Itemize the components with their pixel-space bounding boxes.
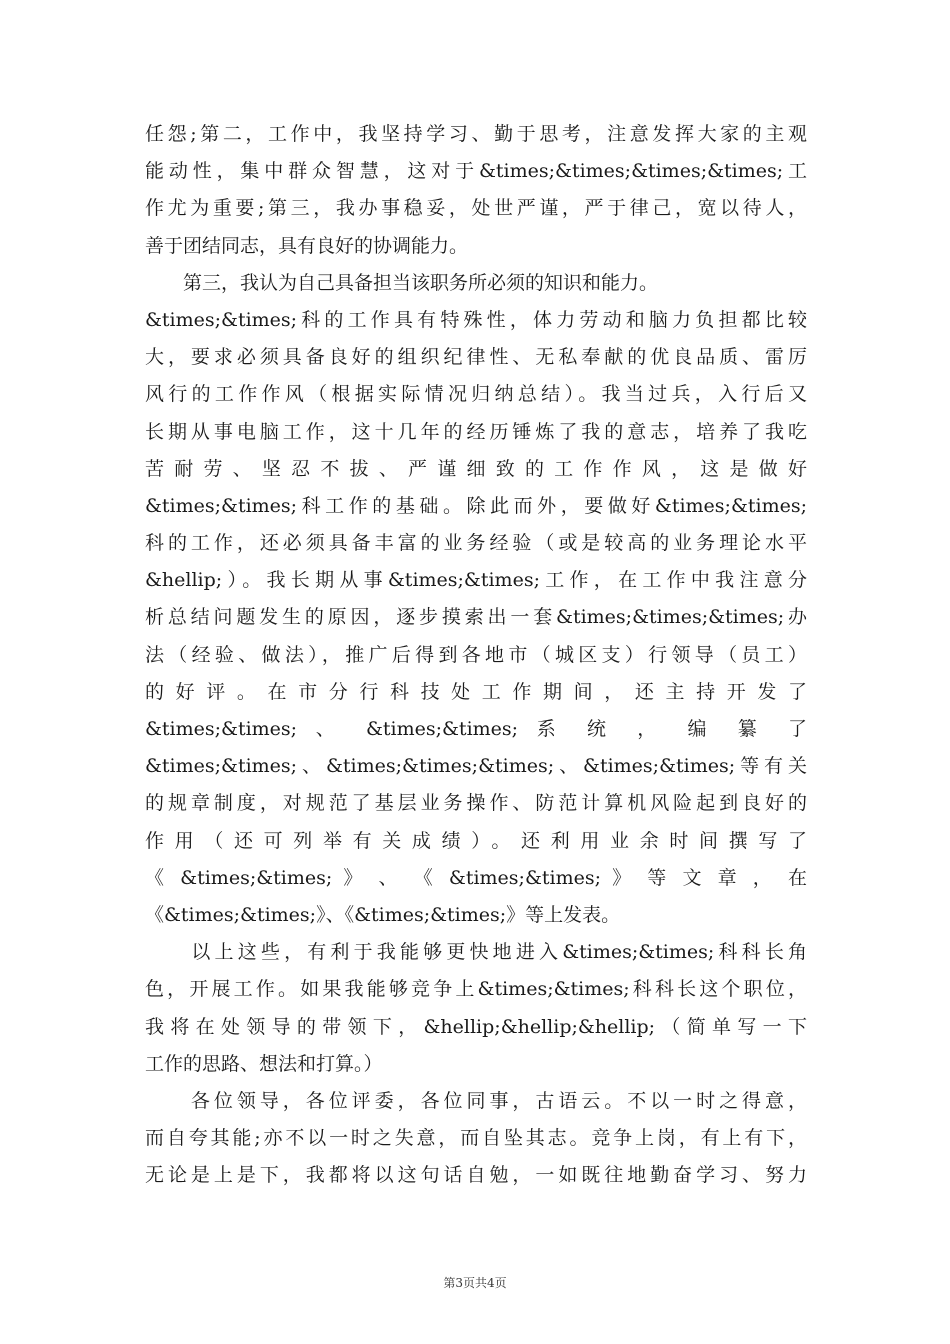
- page-number: 第3页共4页: [443, 1276, 507, 1290]
- text-line: &times;&times;、&times;&times;&times;、&times;&times;等有关: [145, 755, 807, 778]
- text-line: 《 &times;&times; 》 、 《 &times;&times; 》 等 文 章 ， 在: [145, 866, 807, 889]
- text-line: 的好评。在市分行科技处工作期间，还主持开发了: [145, 680, 807, 703]
- text-line: 法（经验、做法），推广后得到各地市（城区支）行领导（员工）: [145, 643, 807, 666]
- text-line: 的规章制度，对规范了基层业务操作、防范计算机风险起到良好的: [145, 792, 807, 815]
- text-line: 大，要求必须具备良好的组织纪律性、无私奉献的优良品质、雷厉: [145, 346, 807, 369]
- document-body: [145, 116, 807, 1194]
- text-line: 科的工作，还必须具备丰富的业务经验（或是较高的业务理论水平: [145, 532, 807, 555]
- text-line: 苦耐劳、坚忍不拔、严谨细致的工作作风，这是做好: [145, 457, 807, 480]
- text-line: 《&times;&times;》、《&times;&times;》等上发表。: [145, 903, 621, 926]
- text-line: 善于团结同志，具有良好的协调能力。: [145, 234, 469, 257]
- text-line: 而自夸其能;亦不以一时之失意，而自坠其志。竞争上岗，有上有下，: [145, 1127, 807, 1150]
- text-line: 无论是上是下，我都将以这句话自勉，一如既往地勤奋学习、努力: [145, 1164, 807, 1187]
- text-line: 我将在处领导的带领下，&hellip;&hellip;&hellip;（简单写一下: [145, 1015, 807, 1038]
- text-line: 能动性，集中群众智慧，这对于&times;&times;&times;&times;工: [145, 160, 807, 183]
- text-line: 作用（还可列举有关成绩）。还利用业余时间撰写了: [145, 829, 807, 852]
- text-line: &times;&times;科的工作具有特殊性，体力劳动和脑力负担都比较: [145, 308, 807, 331]
- text-line: &times;&times; 、 &times;&times; 系 统 ， 编 纂 了: [145, 718, 807, 740]
- text-line: 长期从事电脑工作，这十几年的经历锤炼了我的意志，培养了我吃: [145, 420, 807, 443]
- text-line: 析总结问题发生的原因，逐步摸索出一套&times;&times;&times;办: [145, 606, 807, 629]
- text-line: &hellip;）。我长期从事&times;&times;工作，在工作中我注意分: [145, 569, 807, 592]
- text-line: 作尤为重要;第三，我办事稳妥，处世严谨，严于律己，宽以待人，: [145, 197, 807, 220]
- text-line: 风行的工作作风（根据实际情况归纳总结）。我当过兵，入行后又: [145, 383, 807, 406]
- text-line: 各位领导，各位评委，各位同事，古语云。不以一时之得意，: [145, 1089, 807, 1112]
- text-line: 第三，我认为自己具备担当该职务所必须的知识和能力。: [145, 271, 659, 294]
- text-line: 工作的思路、想法和打算。）: [145, 1052, 383, 1075]
- text-line: 任怨;第二，工作中，我坚持学习、勤于思考，注意发挥大家的主观: [145, 123, 807, 145]
- text-line: &times;&times;科工作的基础。除此而外，要做好&times;&times;: [145, 494, 807, 517]
- text-line: 色，开展工作。如果我能够竞争上&times;&times;科科长这个职位，: [145, 978, 807, 1001]
- text-line: 以上这些，有利于我能够更快地进入&times;&times;科科长角: [145, 941, 807, 964]
